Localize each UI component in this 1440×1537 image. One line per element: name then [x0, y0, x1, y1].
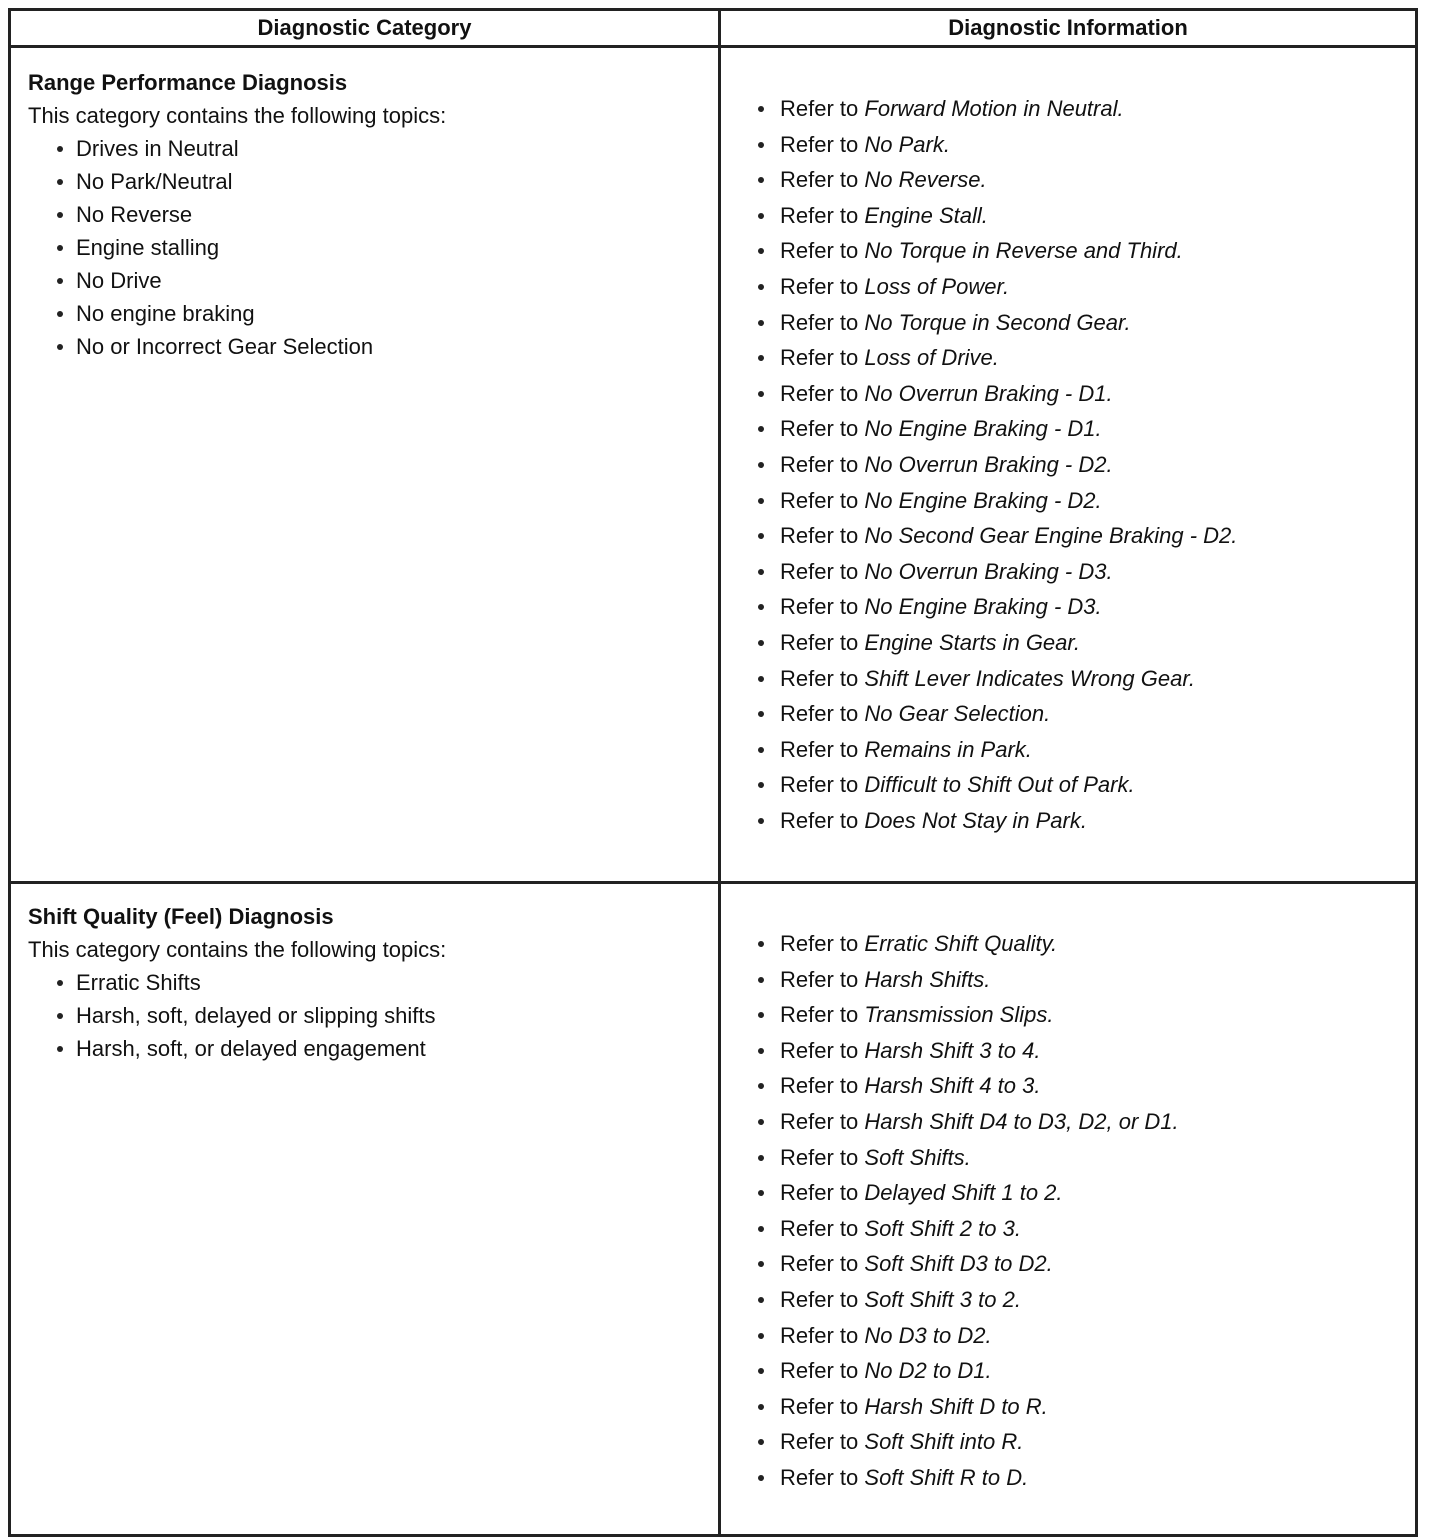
reference-prefix: Refer to [780, 309, 859, 335]
reference-prefix: Refer to [780, 1180, 859, 1206]
reference-item [756, 305, 1415, 341]
category-intro: This category contains the following topics: [28, 103, 447, 128]
reference-prefix: Refer to [780, 451, 859, 477]
topic-list [28, 132, 718, 363]
reference-link-text: Soft Shift into R. [864, 1429, 1024, 1455]
table-row-shift-quality [10, 883, 1417, 1536]
reference-item [756, 1389, 1415, 1425]
information-cell [720, 883, 1417, 1536]
reference-link-text: No Reverse. [864, 167, 987, 193]
reference-item [756, 767, 1415, 803]
reference-prefix: Refer to [780, 345, 859, 371]
reference-link-text: Engine Stall. [864, 202, 988, 228]
reference-prefix: Refer to [780, 1251, 859, 1277]
reference-prefix: Refer to [780, 665, 859, 691]
reference-prefix: Refer to [780, 1215, 859, 1241]
reference-link-text: Engine Starts in Gear. [864, 629, 1081, 655]
reference-prefix: Refer to [780, 96, 859, 121]
topic-item: Engine stalling [54, 231, 718, 264]
reference-item [756, 483, 1415, 519]
reference-prefix: Refer to [780, 1393, 859, 1419]
reference-link-text: Soft Shift D3 to D2. [864, 1251, 1053, 1277]
reference-prefix: Refer to [780, 1002, 859, 1028]
reference-link-text: Harsh Shift D4 to D3, D2, or D1. [864, 1108, 1179, 1134]
reference-prefix: Refer to [780, 1464, 859, 1490]
reference-item [756, 91, 1415, 127]
reference-link-text: No Torque in Reverse and Third. [864, 238, 1183, 264]
reference-link-text: Soft Shift 2 to 3. [864, 1215, 1021, 1241]
reference-prefix: Refer to [780, 380, 859, 406]
reference-item [756, 233, 1415, 269]
reference-item [756, 411, 1415, 447]
reference-link-text: Harsh Shift D to R. [864, 1393, 1048, 1419]
reference-prefix: Refer to [780, 558, 859, 584]
reference-item [756, 803, 1415, 839]
topic-item: No or Incorrect Gear Selection [54, 330, 718, 363]
reference-prefix: Refer to [780, 273, 859, 299]
topic-item: Harsh, soft, delayed or slipping shifts [54, 999, 718, 1032]
reference-item [756, 340, 1415, 376]
reference-prefix: Refer to [780, 1322, 859, 1348]
reference-link-text: No Overrun Braking - D2. [864, 451, 1113, 477]
reference-link-text: Harsh Shifts. [864, 966, 991, 992]
reference-link-text: No Engine Braking - D3. [864, 594, 1102, 620]
reference-link-text: No Engine Braking - D2. [864, 487, 1102, 513]
reference-item [756, 1318, 1415, 1354]
header-diagnostic-category: Diagnostic Category [10, 10, 720, 47]
reference-item [756, 661, 1415, 697]
reference-prefix: Refer to [780, 167, 859, 193]
reference-item [756, 1033, 1415, 1069]
reference-prefix: Refer to [780, 736, 859, 762]
reference-link-text: No Second Gear Engine Braking - D2. [864, 523, 1238, 549]
reference-item [756, 1104, 1415, 1140]
header-row [10, 10, 1417, 47]
reference-link-text: Loss of Drive. [864, 345, 999, 371]
reference-prefix: Refer to [780, 1429, 859, 1455]
reference-list [756, 926, 1415, 1496]
topic-item: Harsh, soft, or delayed engagement [54, 1032, 718, 1065]
category-cell [10, 47, 720, 883]
reference-item [756, 162, 1415, 198]
reference-item [756, 1460, 1415, 1496]
category-title: Shift Quality (Feel) Diagnosis [28, 904, 334, 929]
reference-item [756, 589, 1415, 625]
reference-prefix: Refer to [780, 772, 859, 798]
reference-list [756, 91, 1415, 838]
reference-prefix: Refer to [780, 594, 859, 620]
reference-item [756, 1140, 1415, 1176]
table-row-range-performance [10, 47, 1417, 883]
reference-link-text: Delayed Shift 1 to 2. [864, 1180, 1063, 1206]
diagnostic-table [8, 8, 1418, 1537]
category-cell [10, 883, 720, 1536]
reference-link-text: No D2 to D1. [864, 1358, 992, 1384]
topic-list [28, 966, 718, 1065]
reference-link-text: Forward Motion in Neutral. [864, 96, 1124, 121]
category-intro: This category contains the following topics: [28, 937, 447, 962]
reference-item [756, 732, 1415, 768]
reference-link-text: No D3 to D2. [864, 1322, 992, 1348]
reference-prefix: Refer to [780, 629, 859, 655]
reference-link-text: No Engine Braking - D1. [864, 416, 1102, 442]
reference-item [756, 198, 1415, 234]
reference-link-text: No Overrun Braking - D1. [864, 380, 1113, 406]
topic-item: No Drive [54, 264, 718, 297]
reference-item [756, 1424, 1415, 1460]
reference-item [756, 1068, 1415, 1104]
reference-item [756, 127, 1415, 163]
reference-prefix: Refer to [780, 523, 859, 549]
reference-item [756, 625, 1415, 661]
topic-item: No engine braking [54, 297, 718, 330]
reference-prefix: Refer to [780, 238, 859, 264]
reference-item [756, 1175, 1415, 1211]
reference-item [756, 1211, 1415, 1247]
reference-item [756, 997, 1415, 1033]
reference-item [756, 696, 1415, 732]
reference-prefix: Refer to [780, 1108, 859, 1134]
category-title: Range Performance Diagnosis [28, 70, 348, 95]
reference-link-text: No Gear Selection. [864, 701, 1051, 727]
reference-link-text: No Overrun Braking - D3. [864, 558, 1113, 584]
reference-prefix: Refer to [780, 966, 859, 992]
topic-item: No Reverse [54, 198, 718, 231]
reference-link-text: Harsh Shift 3 to 4. [864, 1037, 1041, 1063]
reference-item [756, 1353, 1415, 1389]
reference-link-text: Loss of Power. [864, 273, 1010, 299]
reference-link-text: No Park. [864, 131, 950, 157]
reference-item [756, 962, 1415, 998]
reference-prefix: Refer to [780, 807, 859, 833]
reference-link-text: Transmission Slips. [864, 1002, 1054, 1028]
reference-link-text: Soft Shift 3 to 2. [864, 1286, 1021, 1312]
reference-prefix: Refer to [780, 1144, 859, 1170]
reference-prefix: Refer to [780, 1286, 859, 1312]
reference-link-text: Difficult to Shift Out of Park. [864, 772, 1135, 798]
topic-item: No Park/Neutral [54, 165, 718, 198]
reference-prefix: Refer to [780, 931, 859, 956]
reference-item [756, 554, 1415, 590]
reference-prefix: Refer to [780, 1073, 859, 1099]
reference-prefix: Refer to [780, 416, 859, 442]
reference-item [756, 447, 1415, 483]
reference-link-text: Soft Shifts. [864, 1144, 971, 1170]
reference-item [756, 1282, 1415, 1318]
reference-item [756, 376, 1415, 412]
reference-prefix: Refer to [780, 701, 859, 727]
reference-link-text: Erratic Shift Quality. [864, 931, 1058, 956]
reference-link-text: Shift Lever Indicates Wrong Gear. [864, 665, 1195, 691]
reference-item [756, 926, 1415, 962]
reference-prefix: Refer to [780, 131, 859, 157]
header-diagnostic-information: Diagnostic Information [720, 10, 1417, 47]
reference-item [756, 1246, 1415, 1282]
reference-link-text: Does Not Stay in Park. [864, 807, 1087, 833]
reference-item [756, 518, 1415, 554]
reference-item [756, 269, 1415, 305]
reference-prefix: Refer to [780, 202, 859, 228]
reference-link-text: Soft Shift R to D. [864, 1464, 1029, 1490]
reference-prefix: Refer to [780, 1358, 859, 1384]
topic-item: Erratic Shifts [54, 966, 718, 999]
reference-link-text: Harsh Shift 4 to 3. [864, 1073, 1041, 1099]
information-cell [720, 47, 1417, 883]
reference-prefix: Refer to [780, 487, 859, 513]
reference-link-text: No Torque in Second Gear. [864, 309, 1131, 335]
reference-prefix: Refer to [780, 1037, 859, 1063]
topic-item: Drives in Neutral [54, 132, 718, 165]
reference-link-text: Remains in Park. [864, 736, 1032, 762]
